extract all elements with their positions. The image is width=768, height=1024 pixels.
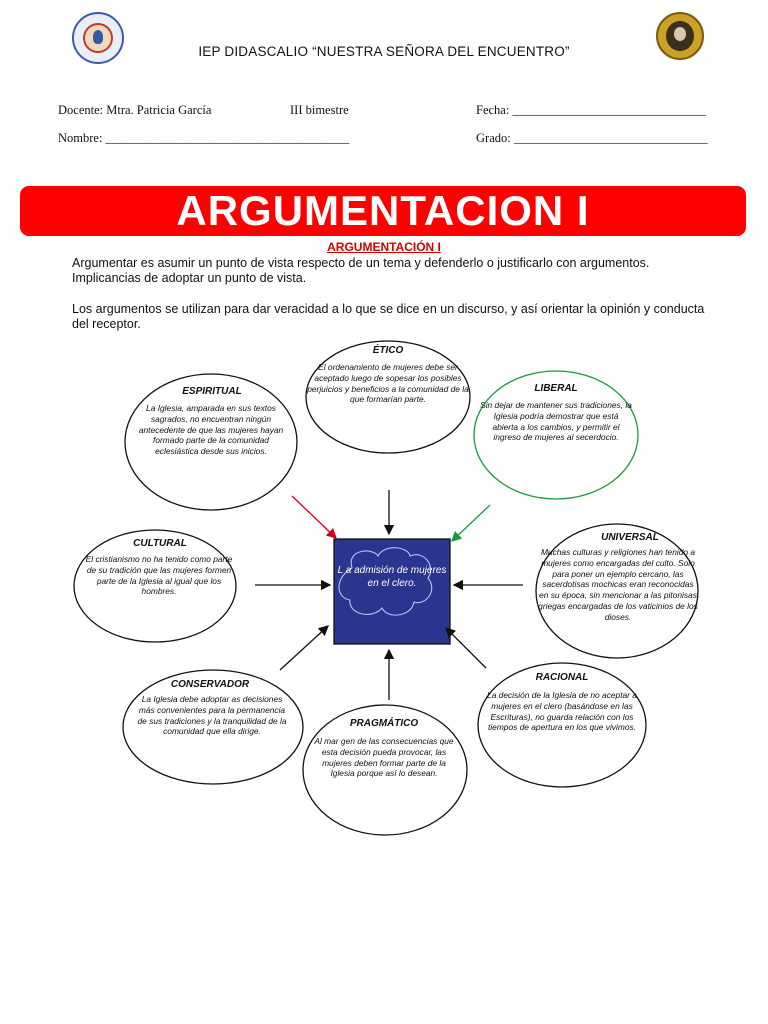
- conservador-body: La Iglesia debe adoptar as decisiones más convenientes para la permanencia de sus tradiciones y la tranquilidad de la comunidad que ella dirige.: [137, 694, 287, 737]
- pragmatico-body: Al mar gen de las consecuencias que esta decisión pueda provocar, las mujeres deben formar parte de la Iglesia porque así lo desean.: [314, 736, 454, 779]
- bimestre-label: III bimestre: [290, 103, 349, 117]
- universal-title: UNIVERSAL: [601, 532, 659, 543]
- universal-body: Muchas culturas y religiones han tenido a mujeres como encargadas del culto. Solo para poner un ejemplo cercano, las sacerdotisas mochicas eran reconocidas en su época, sin mencionar a las pitonisas griegas encargadas de los vaticinios de los dioses.: [538, 547, 698, 622]
- cultural-title: CULTURAL: [133, 538, 187, 549]
- racional-body: La decisión de la Iglesia de no aceptar a mujeres en el clero (basándose en las Escrituras), no guarda relación con los tiempos de apertura en los que vivimos.: [487, 690, 637, 733]
- docente-label: Docente: Mtra. Patricia García: [58, 103, 212, 117]
- liberal-body: Sin dejar de mantener sus tradiciones, la Iglesia podría demostrar que está abierta a los cambios, y permitir el ingreso de mujeres al secerdocio.: [480, 400, 632, 443]
- intro-paragraph-2: Los argumentos se utilizan para dar veracidad a lo que se dice en un discurso, y así orientar la opinión y conducta del receptor.: [72, 302, 705, 331]
- liberal-title: LIBERAL: [534, 383, 578, 394]
- section-subtitle: ARGUMENTACIÓN I: [327, 240, 441, 254]
- cultural-body: El cristianismo no ha tenido como parte de su tradición que las mujeres formen parte de la Iglesia al igual que los hombres.: [85, 554, 233, 597]
- racional-title: RACIONAL: [535, 672, 589, 683]
- banner-title: ARGUMENTACION I: [176, 187, 590, 234]
- nombre-field: Nombre: _______________________________________: [58, 131, 350, 145]
- arrow-conservador: [280, 626, 328, 670]
- pragmatico-title: PRAGMÁTICO: [349, 718, 419, 729]
- school-name: IEP DIDASCALIO “NUESTRA SEÑORA DEL ENCUENTRO”: [198, 44, 570, 59]
- etico-body: El ordenamiento de mujeres debe ser aceptado luego de sopesar los posibles perjuicios y beneficios a la comunidad de la que formarían parte.: [307, 362, 469, 405]
- fecha-field: Fecha: _______________________________: [476, 103, 707, 117]
- conservador-title: CONSERVADOR: [170, 679, 250, 690]
- espiritual-body: La Iglesia, amparada en sus textos sagrados, no encuentran ningún antecedente de que las mujeres hayan formado parte de la comunidad eclesiástica desde sus inicios.: [138, 403, 284, 457]
- etico-title: ÉTICO: [372, 345, 404, 356]
- arrow-espiritual: [292, 496, 336, 538]
- arrow-liberal: [452, 505, 490, 541]
- grado-field: Grado: _______________________________: [476, 131, 708, 145]
- arrow-racional: [446, 628, 486, 668]
- center-topic: L a admisión de mujeres en el clero.: [337, 565, 447, 589]
- espiritual-title: ESPIRITUAL: [182, 386, 242, 397]
- intro-paragraph-1: Argumentar es asumir un punto de vista respecto de un tema y defenderlo o justificarlo con argumentos. Implicancias de adoptar un punto de vista.: [72, 256, 650, 285]
